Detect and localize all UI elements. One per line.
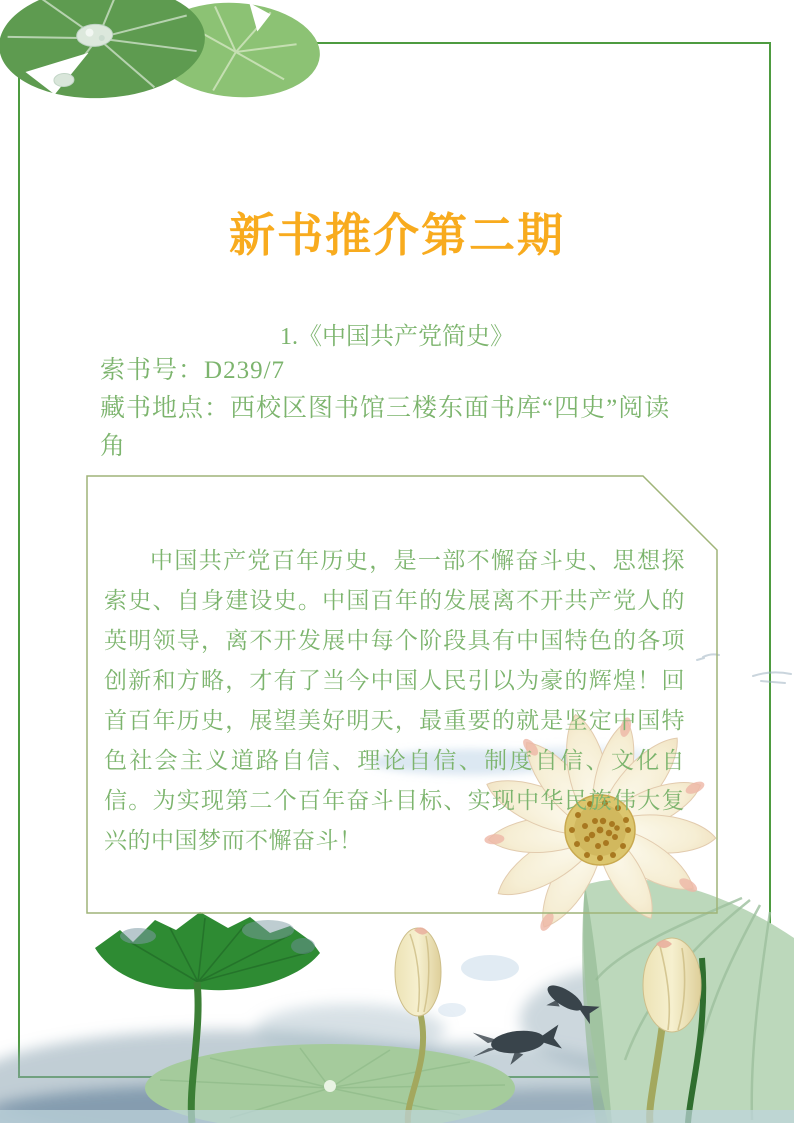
bottom-water-strip — [0, 1110, 794, 1123]
dark-leaf — [0, 0, 208, 103]
book-description: 中国共产党百年历史，是一部不懈奋斗史、思想探索史、自身建设史。中国百年的发展离不开共产党人的英明领导，离不开发展中每个阶段具有中国特色的各项创新和方略，才有了当今中国人民引以为豪的辉煌！回首百年历史，展望美好明天，最重要的就是坚定中国特色社会主义道路自信、理论自信、制度自信、文化自信。为实现第二个百年奋斗目标、实现中华民族伟大复兴的中国梦而不懈奋斗！ — [104, 548, 685, 853]
book-meta — [100, 352, 694, 466]
call-number-value: D239/7 — [204, 357, 286, 384]
call-number-line — [100, 352, 694, 390]
bubbles — [438, 955, 519, 1017]
call-number-label: 索书号： — [100, 357, 205, 384]
location-label: 藏书地点： — [100, 395, 231, 422]
page-title: 新书推介第二期 — [229, 209, 565, 261]
location-line — [100, 390, 694, 466]
book-heading: 1.《中国共产党简史》 — [280, 324, 514, 350]
location-value: 西校区图书馆三楼东面书库“四史”阅读角 — [100, 395, 671, 460]
lotus-leaves-top-left — [0, 0, 320, 115]
